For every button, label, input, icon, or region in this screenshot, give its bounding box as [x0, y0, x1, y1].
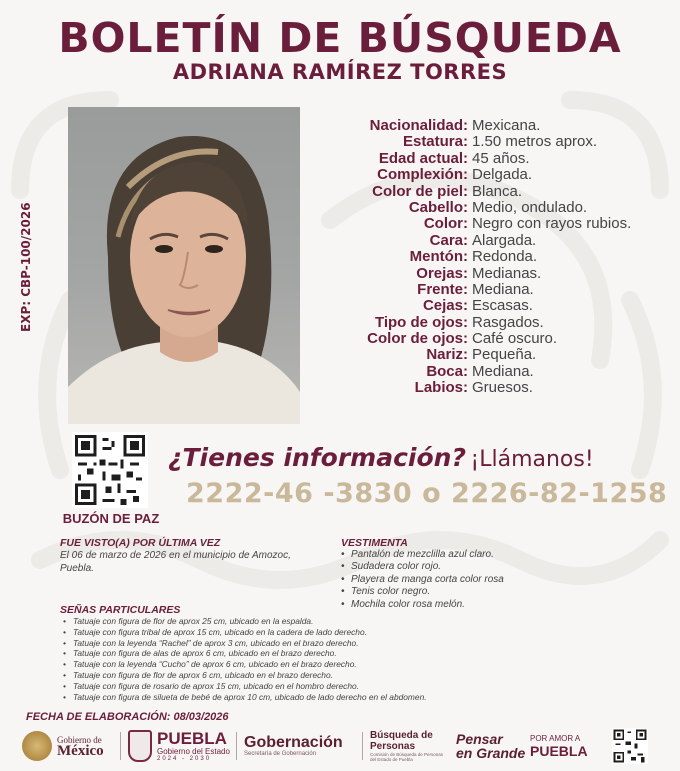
puebla-logo-years: 2024 - 2030 [157, 755, 212, 762]
busqueda-logo-small: Comisión de Búsqueda de Personas del Estado de Puebla [370, 752, 444, 762]
last-seen-section [60, 537, 320, 575]
detail-label: Nariz: [426, 346, 468, 364]
logo-gobernacion [244, 726, 343, 766]
mexico-seal-icon [22, 731, 52, 761]
detail-label: Color de ojos: [367, 330, 468, 348]
detail-row [300, 364, 680, 380]
detail-row [300, 118, 680, 134]
list-item: • Tenis color negro. [341, 586, 641, 598]
detail-value: Café oscuro. [472, 330, 558, 348]
logo-gobierno-puebla [128, 726, 230, 766]
amor-logo-big: PUEBLA [530, 743, 588, 759]
list-item: • Tatuaje con figura de alas de aprox 6 cm, ubicado en el brazo derecho. [60, 648, 620, 659]
list-item: • Pantalón de mezclilla azul claro. [341, 549, 641, 561]
mexico-logo-small: Gobierno de [57, 735, 102, 745]
detail-value: Gruesos. [472, 379, 533, 397]
detail-row [300, 134, 680, 150]
detail-row [300, 266, 680, 282]
buzon-de-paz-label: BUZÓN DE PAZ [62, 511, 160, 526]
list-item: • Tatuaje con figura de rosario de aprox 15 cm, ubicado en el hombro derecho. [60, 681, 620, 692]
footer-divider [120, 732, 121, 760]
pensar-logo-line2: en Grande [456, 745, 526, 761]
list-item: • Sudadera color rojo. [341, 561, 641, 573]
distinguishing-marks-section [60, 604, 620, 702]
detail-label: Labios: [414, 379, 468, 397]
clothing-section [341, 537, 641, 611]
detail-row [300, 167, 680, 183]
list-item: • Tatuaje con figura de silueta de bebé de aprox 10 cm, ubicado de lado derecho en el abdomen. [60, 692, 620, 703]
list-item: • Mochila color rosa melón. [341, 599, 641, 611]
detail-value: Medio, ondulado. [472, 198, 588, 216]
list-item: • Tatuaje con figura de flor de aprox 6 cm, ubicado en el brazo derecho. [60, 670, 620, 681]
pensar-logo-line1: Pensar [456, 731, 503, 747]
detail-label: Complexión: [377, 166, 468, 184]
footer-logos [22, 726, 658, 766]
detail-row [300, 233, 680, 249]
detail-value: Pequeña. [472, 346, 537, 364]
distinguishing-marks-title: SEÑAS PARTICULARES [60, 604, 181, 616]
list-item: • Playera de manga corta color rosa [341, 574, 641, 586]
bulletin-title: BOLETÍN DE BÚSQUEDA [58, 14, 622, 62]
detail-label: Nacionalidad: [369, 117, 468, 134]
detail-row [300, 380, 680, 396]
person-photo [68, 107, 300, 424]
footer-divider [236, 732, 237, 760]
busqueda-logo-big: Búsqueda de Personas [370, 730, 433, 752]
clothing-list [341, 549, 641, 611]
detail-row [300, 184, 680, 200]
buzon-qr-code[interactable] [72, 432, 148, 508]
detail-label: Color: [423, 215, 468, 233]
detail-value: Mexicana. [472, 117, 541, 134]
amor-logo-small: POR AMOR A [530, 734, 581, 743]
puebla-logo-small: Gobierno del Estado [157, 746, 230, 756]
phone-numbers[interactable]: 2222-46 -3830 o 2226-82-1258 [186, 478, 668, 509]
detail-label: Boca: [426, 362, 468, 380]
detail-label: Cara: [429, 231, 468, 249]
missing-person-name: ADRIANA RAMÍREZ TORRES [172, 60, 508, 84]
elaboration-date: FECHA DE ELABORACIÓN: 08/03/2026 [26, 711, 229, 723]
list-item: • Tatuaje con la leyenda “Cucho” de aprox 6 cm, ubicado en el brazo derecho. [60, 659, 620, 670]
logo-pensar-en-grande [456, 726, 525, 766]
question-text: ¿Tienes información? [168, 443, 466, 472]
detail-label: Tipo de ojos: [374, 313, 468, 331]
detail-value: Delgada. [472, 166, 533, 184]
logo-por-amor-a-puebla [530, 726, 588, 766]
detail-value: Redonda. [472, 248, 538, 266]
detail-value: Rasgados. [472, 313, 544, 331]
physical-description [300, 118, 680, 397]
logo-busqueda-personas [370, 726, 450, 766]
detail-value: 1.50 metros aprox. [472, 133, 598, 151]
list-item: • Tatuaje con figura de flor de aprox 25 cm, ubicado en la espalda. [60, 616, 620, 627]
logo-gobierno-mexico [22, 726, 104, 766]
puebla-logo-big: PUEBLA [157, 728, 227, 748]
detail-label: Orejas: [416, 264, 468, 282]
detail-row [300, 151, 680, 167]
puebla-shield-icon [128, 730, 152, 762]
detail-label: Cejas: [422, 297, 468, 315]
gobernacion-logo-big: Gobernación [244, 734, 343, 751]
detail-row [300, 315, 680, 331]
mexico-logo-big: México [57, 743, 104, 759]
detail-row [300, 249, 680, 265]
detail-label: Frente: [417, 280, 468, 298]
last-seen-text: El 06 de marzo de 2026 en el municipio de Amozoc, Puebla. [60, 550, 291, 574]
detail-value: Mediana. [472, 280, 534, 298]
detail-row [300, 216, 680, 232]
detail-value: Negro con rayos rubios. [472, 215, 632, 233]
detail-value: 45 años. [472, 149, 530, 167]
detail-row [300, 282, 680, 298]
detail-label: Color de piel: [372, 182, 468, 200]
detail-label: Cabello: [408, 198, 468, 216]
detail-value: Blanca. [472, 182, 523, 200]
footer-divider [362, 732, 363, 760]
detail-value: Escasas. [472, 297, 533, 315]
list-item: • Tatuaje con figura tribal de aprox 15 cm, ubicado en la cadera de lado derecho. [60, 627, 620, 638]
detail-label: Mentón: [409, 248, 468, 266]
case-number: EXP: CBP-100/2026 [19, 202, 33, 332]
detail-value: Mediana. [472, 362, 534, 380]
detail-row [300, 200, 680, 216]
list-item: • Tatuaje con la leyenda “Rachel” de aprox 3 cm, ubicado en el brazo derecho. [60, 638, 620, 649]
distinguishing-marks-list [60, 616, 620, 702]
detail-label: Estatura: [402, 133, 468, 151]
call-text: ¡Llámanos! [470, 447, 594, 472]
detail-label: Edad actual: [378, 149, 468, 167]
gobernacion-logo-small: Secretaría de Gobernación [244, 751, 317, 757]
detail-row [300, 347, 680, 363]
detail-value: Medianas. [472, 264, 542, 282]
footer-qr-code[interactable] [612, 728, 648, 764]
last-seen-title: FUE VISTO(A) POR ÚLTIMA VEZ [60, 537, 221, 549]
info-question [168, 443, 594, 472]
detail-value: Alargada. [472, 231, 537, 249]
detail-row [300, 298, 680, 314]
clothing-title: VESTIMENTA [341, 537, 408, 549]
detail-row [300, 331, 680, 347]
